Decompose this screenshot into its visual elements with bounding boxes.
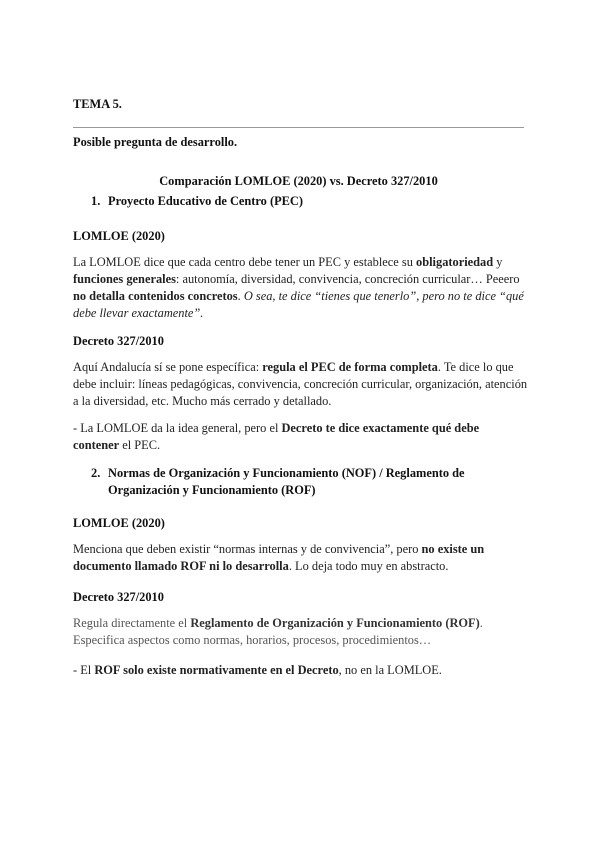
bold-text: regula el PEC de forma completa (262, 360, 438, 374)
text-run: Aquí Andalucía sí se pone específica: (73, 360, 263, 374)
section2-heading: Normas de Organización y Funcionamiento (NOF) / Reglamento de Organización y Funcionamiento (ROF) (108, 466, 465, 497)
bold-text: Reglamento de Organización y Funcionamiento (ROF) (190, 616, 480, 630)
bold-text: no detalla contenidos concretos (73, 289, 238, 303)
horizontal-rule (73, 127, 524, 128)
text-run: , no en la LOMLOE. (338, 663, 442, 677)
section2-list-item (91, 465, 521, 499)
section2-decreto-heading: Decreto 327/2010 (73, 590, 164, 604)
section1-list-item (91, 193, 521, 210)
bold-text: obligatoriedad (416, 255, 494, 269)
italic-text: O sea, te dice “tienes que tenerlo”, pero no te dice “qué debe llevar exactamente”. (73, 289, 524, 320)
text-run: . Lo deja todo muy en abstracto. (288, 559, 449, 573)
text-run: La LOMLOE dice que cada centro debe tener un PEC y establece su (73, 255, 417, 269)
doc-title: TEMA 5. (73, 97, 122, 111)
section1-heading: Proyecto Educativo de Centro (PEC) (108, 194, 304, 208)
text-run: Regula directamente el (73, 616, 191, 630)
bold-text: Decreto te dice exactamente qué debe contener (73, 421, 480, 452)
bold-text: funciones generales (73, 272, 176, 286)
text-run: - El (73, 663, 95, 677)
doc-subtitle: Posible pregunta de desarrollo. (73, 135, 238, 149)
text-run: - La LOMLOE da la idea general, pero el (73, 421, 282, 435)
bold-text: ROF solo existe normativamente en el Decreto (94, 663, 339, 677)
section2-decreto-paragraph (73, 615, 528, 649)
text-run: . (237, 289, 244, 303)
text-run: y (493, 255, 503, 269)
text-run: . Te dice lo que debe incluir: líneas pedagógicas, convivencia, concreción curricular, organización, atención a la diversidad, etc. Mucho más cerrado y detallado. (73, 360, 528, 408)
bold-text: no existe un documento llamado ROF ni lo desarrolla (73, 542, 485, 573)
section1-lomloe-heading: LOMLOE (2020) (73, 229, 165, 243)
text-run: Menciona que deben existir “normas internas y de convivencia”, pero (73, 542, 422, 556)
section2-lomloe-paragraph (73, 541, 528, 575)
text-run: . Especifica aspectos como normas, horarios, procesos, procedimientos… (73, 616, 483, 647)
list-number: 1. (91, 194, 101, 208)
section1-decreto-paragraph (73, 359, 528, 410)
text-run: el PEC. (119, 438, 161, 452)
comparison-title: Comparación LOMLOE (2020) vs. Decreto 327/2010 (159, 174, 438, 188)
section2-lomloe-heading: LOMLOE (2020) (73, 516, 165, 530)
section1-lomloe-paragraph (73, 254, 525, 322)
text-run: : autonomía, diversidad, convivencia, concreción curricular… Peeero (175, 272, 520, 286)
list-number: 2. (91, 466, 101, 480)
section1-summary (73, 420, 528, 454)
section2-summary (73, 662, 528, 679)
section1-decreto-heading: Decreto 327/2010 (73, 334, 164, 348)
